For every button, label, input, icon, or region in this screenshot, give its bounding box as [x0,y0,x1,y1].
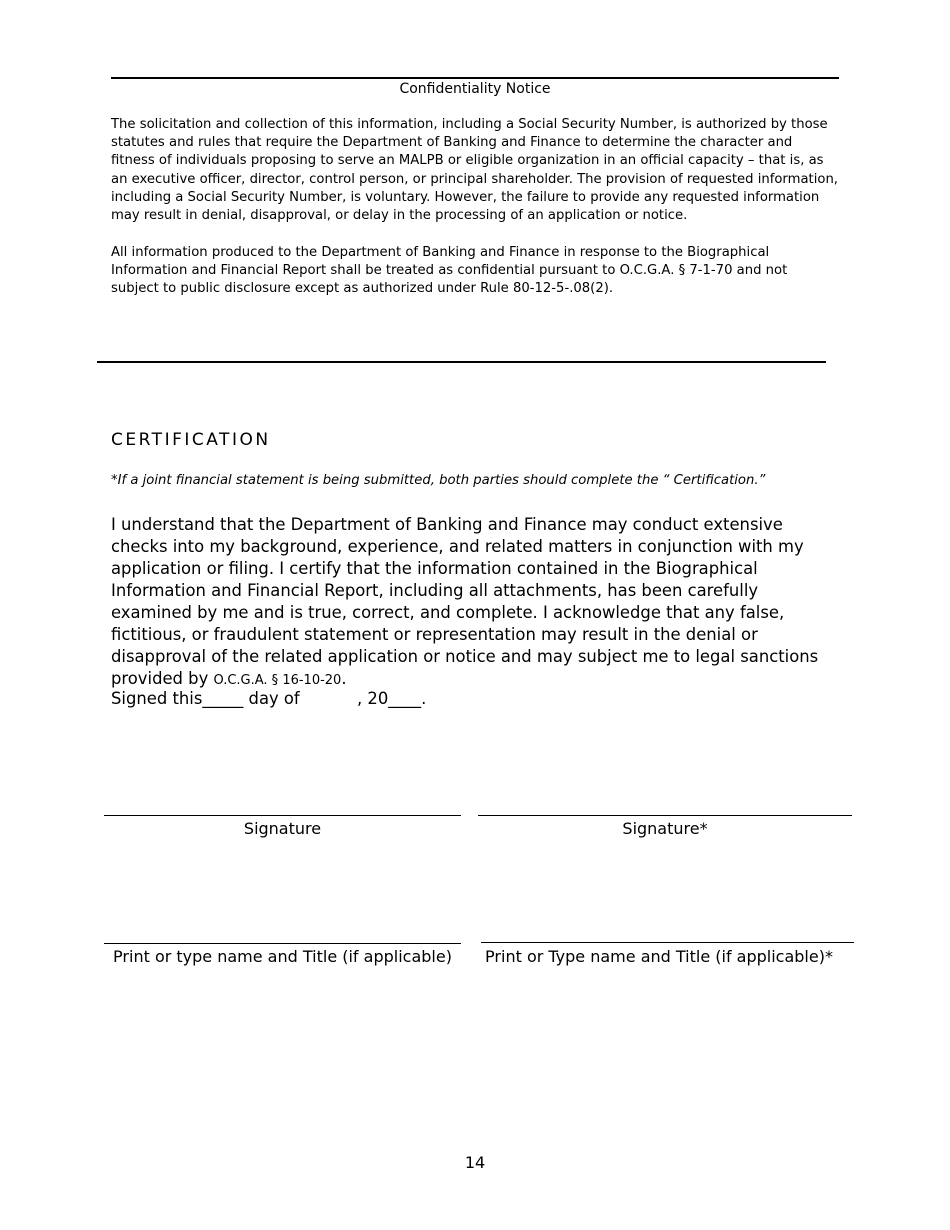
left-name-title-label: Print or type name and Title (if applicable) [113,947,452,966]
confidentiality-title: Confidentiality Notice [399,81,551,97]
left-name-line[interactable] [104,943,461,944]
right-name-line[interactable] [481,942,854,943]
confidentiality-paragraph-2: All information produced to the Department of Banking and Finance in response to the Biographical Information and Financial Report shall be treated as confidential pursuant to O.C.G.A. § 7-1-70 and not subject to public disclosure except as authorized under Rule 80-12-5-.08(2). [111,245,788,297]
top-rule [111,77,839,79]
left-signature-label: Signature [243,819,322,838]
certification-body-text: I understand that the Department of Banking and Finance may conduct extensive checks into my background, experience, and related matters in conjunction with my application or filing. I certify that the information contained in the Biographical Information and Financial Report, including all attachments, has been carefully examined by me and is true, correct, and complete. I acknowledge that any false, fictitious, or fraudulent statement or representation may result in the denial or disapproval of the related application or notice and may subject me to legal sanctions provided by [111,515,819,688]
signed-date-line: Signed this_____ day of , 20____. [111,689,427,708]
certification-body-end: . [341,669,347,688]
certification-heading: CERTIFICATION [111,430,271,450]
page-number: 14 [464,1153,486,1172]
confidentiality-paragraph-1: The solicitation and collection of this information, including a Social Security Number, is authorized by those statutes and rules that require the Department of Banking and Finance to determine the character and fitness of individuals proposing to serve an MALPB or eligible organization in an official capacity – that is, as an executive officer, director, control person, or principal shareholder. The provision of requested information, including a Social Security Number, is voluntary. However, the failure to provide any requested information may result in denial, disapproval, or delay in the processing of an application or notice. [111,117,838,224]
statute-citation: O.C.G.A. § 16-10-20 [213,673,342,688]
left-signature-line[interactable] [104,815,461,816]
right-name-title-label: Print or Type name and Title (if applicable)* [485,947,833,966]
certification-body [111,514,839,692]
right-signature-label: Signature* [622,819,708,838]
section-divider-rule [97,361,826,363]
certification-note: *If a joint financial statement is being submitted, both parties should complete the “ Certification.” [111,473,766,488]
right-signature-line[interactable] [478,815,852,816]
